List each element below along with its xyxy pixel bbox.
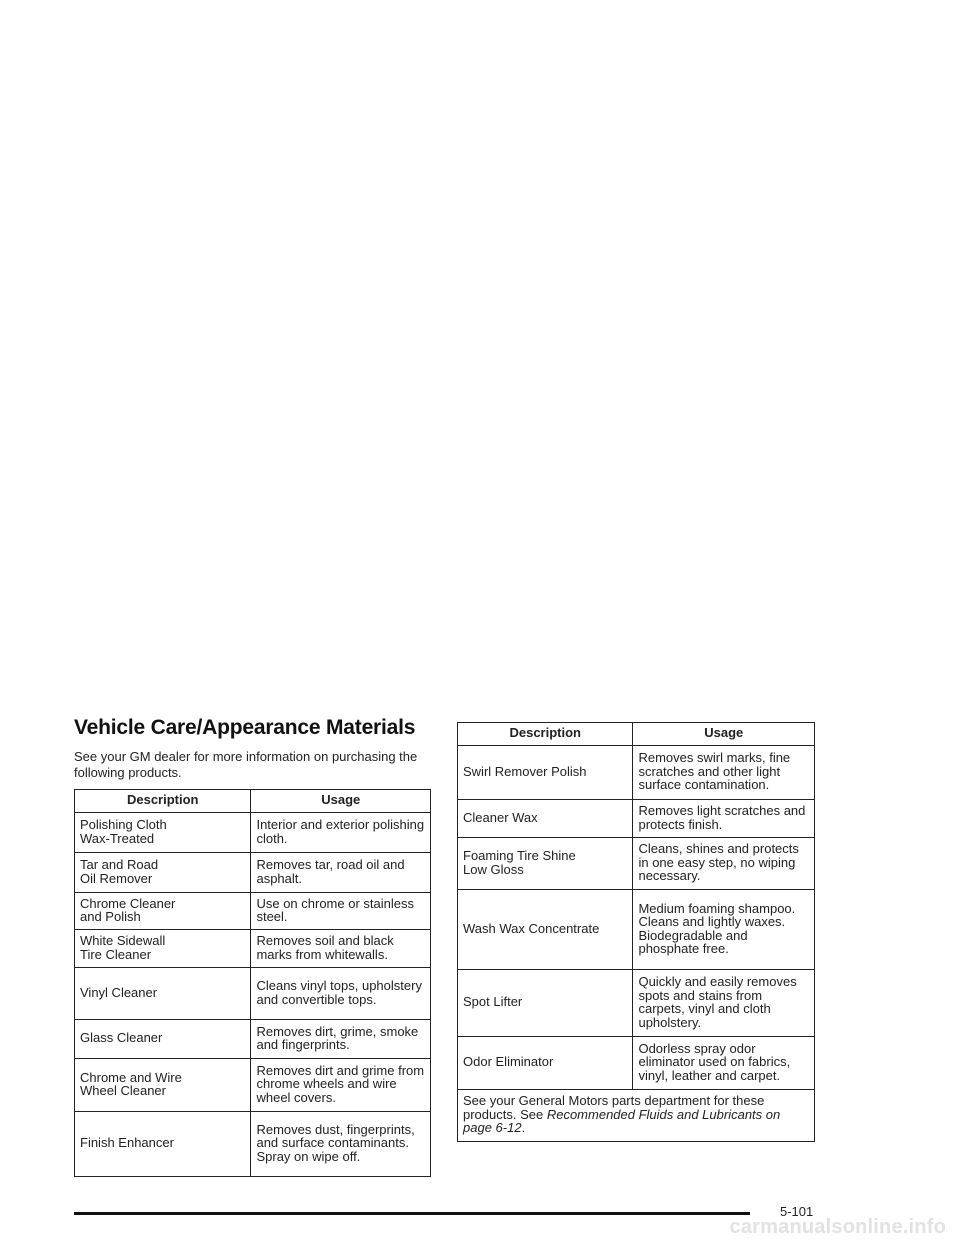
table-row — [458, 837, 815, 889]
product-usage: Use on chrome or stainless steel. — [251, 892, 431, 929]
product-description: White Sidewall Tire Cleaner — [75, 929, 251, 967]
page-number: 5-101 — [780, 1204, 814, 1219]
product-description: Vinyl Cleaner — [75, 967, 251, 1019]
product-description: Cleaner Wax — [458, 799, 633, 837]
product-description: Tar and Road Oil Remover — [75, 852, 251, 892]
product-usage: Medium foaming shampoo. Cleans and lightly waxes. Biodegradable and phosphate free. — [633, 889, 815, 969]
care-materials-table-right — [457, 722, 815, 1142]
table-note — [458, 1089, 815, 1141]
product-description: Swirl Remover Polish — [458, 745, 633, 799]
product-usage: Removes dirt, grime, smoke and fingerprints. — [251, 1019, 431, 1058]
care-materials-table-left — [74, 789, 431, 1177]
product-usage: Removes swirl marks, fine scratches and other light surface contamination. — [633, 745, 815, 799]
cross-reference-link[interactable]: Recommended Fluids and Lubricants on page 6-12 — [463, 1106, 781, 1136]
table-row — [458, 799, 815, 837]
product-description: Glass Cleaner — [75, 1019, 251, 1058]
table-row — [75, 812, 431, 852]
table-row — [458, 889, 815, 969]
section-title: Vehicle Care/Appearance Materials — [74, 716, 416, 739]
table-row — [458, 745, 815, 799]
table-row — [75, 852, 431, 892]
column-header-usage: Usage — [633, 723, 815, 746]
product-usage: Removes tar, road oil and asphalt. — [251, 852, 431, 892]
footer-rule — [74, 1212, 750, 1215]
table-row — [75, 929, 431, 967]
table-row — [75, 1111, 431, 1176]
table-note-row — [458, 1089, 815, 1141]
watermark: carmanualsonline.info — [729, 1216, 946, 1238]
note-text: See your General Motors parts department for these products. See — [463, 1093, 765, 1122]
product-usage: Odorless spray odor eliminator used on fabrics, vinyl, leather and carpet. — [633, 1036, 815, 1089]
table-row — [75, 967, 431, 1019]
table-row — [75, 1019, 431, 1058]
product-description: Spot Lifter — [458, 969, 633, 1036]
column-header-usage: Usage — [251, 790, 431, 813]
product-description: Chrome and Wire Wheel Cleaner — [75, 1058, 251, 1111]
table-header-row — [75, 790, 431, 813]
table-row — [75, 892, 431, 929]
product-usage: Cleans vinyl tops, upholstery and convertible tops. — [251, 967, 431, 1019]
product-usage: Removes soil and black marks from whitewalls. — [251, 929, 431, 967]
product-description: Odor Eliminator — [458, 1036, 633, 1089]
table-row — [75, 1058, 431, 1111]
table-row — [458, 969, 815, 1036]
product-usage: Quickly and easily removes spots and stains from carpets, vinyl and cloth upholstery. — [633, 969, 815, 1036]
product-usage: Removes light scratches and protects finish. — [633, 799, 815, 837]
column-header-description: Description — [458, 723, 633, 746]
product-description: Polishing Cloth Wax-Treated — [75, 812, 251, 852]
note-suffix: . — [521, 1120, 526, 1136]
product-description: Foaming Tire Shine Low Gloss — [458, 837, 633, 889]
intro-paragraph: See your GM dealer for more information on purchasing the following products. — [74, 749, 418, 780]
table-header-row — [458, 723, 815, 746]
product-usage: Cleans, shines and protects in one easy step, no wiping necessary. — [633, 837, 815, 889]
column-header-description: Description — [75, 790, 251, 813]
product-description: Chrome Cleaner and Polish — [75, 892, 251, 929]
table-row — [458, 1036, 815, 1089]
product-usage: Removes dust, fingerprints, and surface contaminants. Spray on wipe off. — [251, 1111, 431, 1176]
product-description: Wash Wax Concentrate — [458, 889, 633, 969]
product-usage: Interior and exterior polishing cloth. — [251, 812, 431, 852]
product-usage: Removes dirt and grime from chrome wheels and wire wheel covers. — [251, 1058, 431, 1111]
product-description: Finish Enhancer — [75, 1111, 251, 1176]
